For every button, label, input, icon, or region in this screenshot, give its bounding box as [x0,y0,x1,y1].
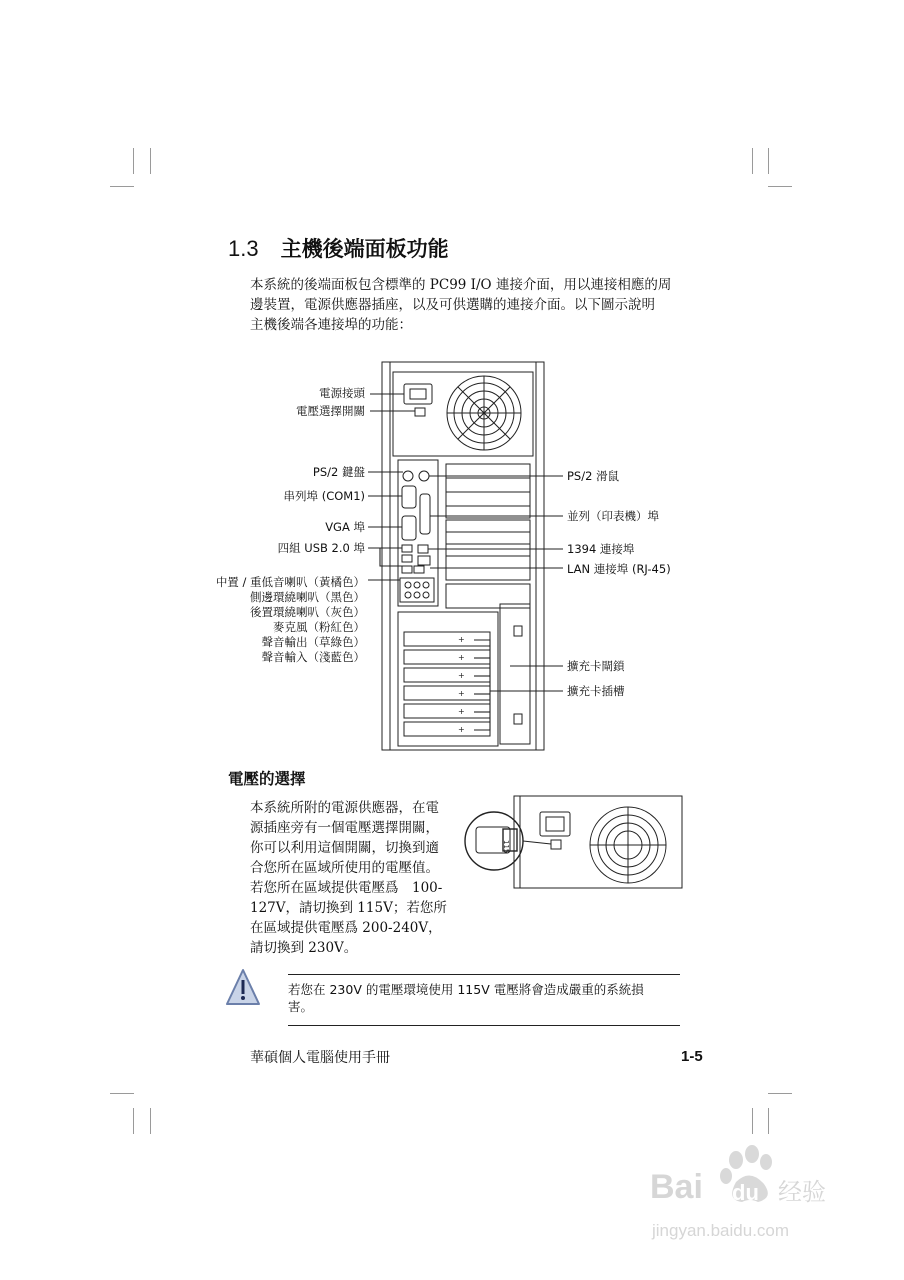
svg-text:+: + [458,635,465,644]
intro-line: 本系統的後端面板包含標準的 PC99 I/O 連接介面，用以連接相應的周 [250,277,672,293]
label-usb-ports: 四組 USB 2.0 埠 [277,541,365,555]
label-ps2-keyboard: PS/2 鍵盤 [312,465,365,479]
expansion-slot [404,722,490,736]
label-audio-linein: 聲音輸入（淺藍色） [261,650,365,664]
slot-lock [500,604,530,744]
label-serial-port: 串列埠 (COM1) [283,489,365,503]
section-number: 1.3 [228,236,259,261]
warning-line: 若您在 230V 的電壓環境使用 115V 電壓將會造成嚴重的系統損 [288,982,644,997]
warning-text [288,981,680,1015]
expansion-slot [404,650,490,664]
label-vga-port: VGA 埠 [325,520,365,534]
closeup-switch [551,840,561,849]
label-audio-lineout: 聲音輸出（草綠色） [261,635,365,649]
parallel-port [420,494,430,534]
svg-text:+: + [458,689,465,698]
baidu-watermark [640,1140,840,1250]
voltage-line: 若您所在區域提供電壓爲 100- [250,880,443,896]
footer-title: 華碩個人電腦使用手冊 [250,1050,390,1066]
usb-port [402,555,412,562]
watermark-url: jingyan.baidu.com [652,1221,790,1240]
label-ieee1394: 1394 連接埠 [567,542,635,556]
svg-text:+: + [458,707,465,716]
usb-port [402,545,412,552]
label-lan-port: LAN 連接埠 (RJ-45) [567,562,671,576]
label-slot-lock: 擴充卡閘鎖 [567,659,625,673]
expansion-slot [404,704,490,718]
voltage-line: 請切換到 230V。 [250,940,358,956]
voltage-line: 本系統所附的電源供應器，在電 [250,800,439,816]
label-power-connector: 電源接頭 [319,386,365,400]
expansion-slot [404,686,490,700]
closeup-socket [540,812,570,836]
label-audio-rear: 後置環繞喇叭（灰色） [250,605,365,619]
baidu-logo [640,1140,840,1250]
label-audio-center: 中置 / 重低音喇叭（黃橘色） [215,575,365,589]
serial-port [402,486,416,508]
warning-line: 害。 [288,999,314,1014]
label-parallel-port: 並列（印表機）埠 [567,509,659,523]
subheading-voltage: 電壓的選擇 [228,770,306,788]
switch-label: 115 [502,840,510,854]
label-slot: 擴充卡插槽 [567,684,625,698]
ps2-mouse-port [419,471,429,481]
svg-text:经验: 经验 [778,1178,826,1206]
voltage-line: 在區域提供電壓爲 200-240V， [250,920,442,936]
intro-line: 邊裝置，電源供應器插座，以及可供選購的連接介面。以下圖示說明 [250,297,655,313]
expansion-slot [404,632,490,646]
voltage-line: 源插座旁有一個電壓選擇開關， [250,820,439,836]
label-audio-side: 側邊環繞喇叭（黑色） [250,590,365,604]
io-shield [398,460,438,606]
svg-text:+: + [458,653,465,662]
voltage-switch [415,408,425,416]
voltage-line: 合您所在區域所使用的電壓值。 [250,860,439,876]
warning-triangle-icon [227,970,259,1004]
power-socket [404,384,432,404]
label-audio-mic: 麥克風（粉紅色） [273,620,365,634]
expansion-slot [404,668,490,682]
usb-port [402,566,412,573]
svg-text:+: + [458,725,465,734]
firewire-port [418,545,428,553]
svg-text:du: du [732,1180,759,1205]
usb-port [414,566,424,573]
intro-line: 主機後端各連接埠的功能： [250,317,412,333]
svg-text:Bai: Bai [650,1168,703,1206]
voltage-line: 127V，請切換到 115V；若您所 [250,900,447,916]
label-ps2-mouse: PS/2 滑鼠 [567,469,620,483]
voltage-paragraph [250,798,455,958]
svg-text:+: + [458,671,465,680]
voltage-line: 你可以利用這個開關，切換到適 [250,840,439,856]
label-voltage-switch: 電壓選擇開關 [296,404,365,418]
lan-port [418,556,430,565]
ps2-keyboard-port [403,471,413,481]
page-number: 1-5 [681,1048,703,1065]
section-title: 主機後端面板功能 [280,237,449,261]
vga-port [402,516,416,540]
